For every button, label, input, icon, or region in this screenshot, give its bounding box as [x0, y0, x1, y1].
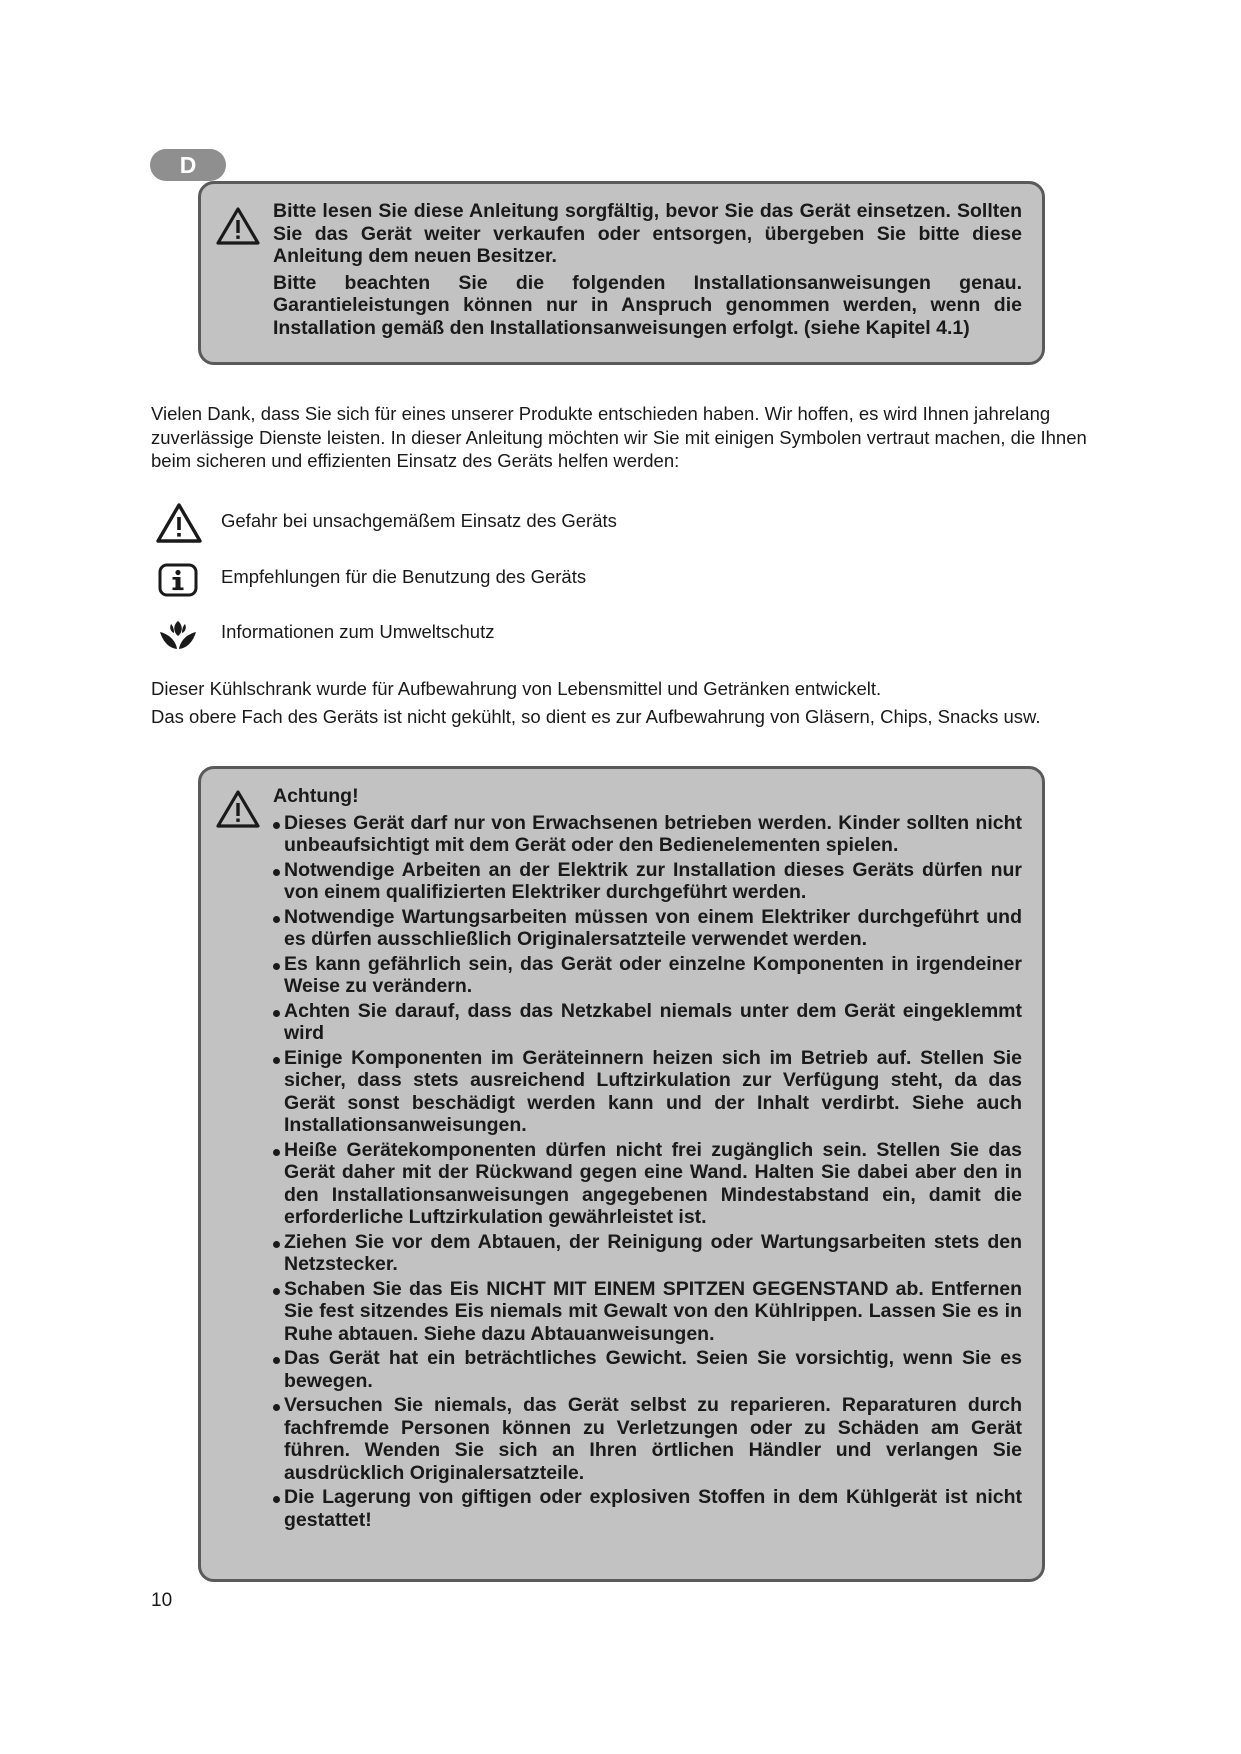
warning-item: Schaben Sie das Eis NICHT MIT EINEM SPITZEN GEGENSTAND ab. Entfernen Sie fest sitzendes Eis niemals mit Gewalt von den Kühlrippen. Lassen Sie es in Ruhe abtauen. Siehe dazu Abtauanweisungen. — [273, 1278, 1022, 1346]
warning-triangle-icon — [215, 789, 261, 829]
page-number: 10 — [151, 1590, 173, 1611]
intro-text: Vielen Dank, dass Sie sich für eines unserer Produkte entschieden haben. Wir hoffen, es wird Ihnen jahrelang zuverlässige Dienste leisten. In dieser Anleitung möchten wir Sie mit einigen Symbolen vertraut machen, die Ihnen beim sicheren und effizienten Einsatz des Geräts helfen werden: — [151, 403, 1087, 471]
warning-list — [273, 812, 1022, 1532]
warning-item: Einige Komponenten im Geräteinnern heizen sich im Betrieb auf. Stellen Sie sicher, dass stets ausreichend Luftzirkulation zur Verfügung steht, da das Gerät sonst beschädigt werden kann und der Inhalt verdirbt. Siehe auch Installationsanweisungen. — [273, 1047, 1022, 1137]
warning-item: Ziehen Sie vor dem Abtauen, der Reinigung oder Wartungsarbeiten stets den Netzstecker. — [273, 1231, 1022, 1276]
warning-item: Es kann gefährlich sein, das Gerät oder einzelne Komponenten in irgendeiner Weise zu verändern. — [273, 953, 1022, 998]
warning-item: Notwendige Wartungsarbeiten müssen von einem Elektriker durchgeführt und es dürfen ausschließlich Originalersatzteile verwendet werden. — [273, 906, 1022, 951]
warning-triangle-icon — [155, 501, 203, 545]
legend-item-environment — [151, 612, 851, 656]
description-line-2: Das obere Fach des Geräts ist nicht gekühlt, so dient es zur Aufbewahrung von Gläsern, Chips, Snacks usw. — [151, 706, 1041, 727]
warning-item: Heiße Gerätekomponenten dürfen nicht frei zugänglich sein. Stellen Sie das Gerät daher mit der Rückwand gegen eine Wand. Halten Sie dabei aber den in den Installationsanweisungen angegebenen Mindestabstand ein, damit die erforderliche Luftzirkulation gewährleistet ist. — [273, 1139, 1022, 1229]
warning-item: Die Lagerung von giftigen oder explosiven Stoffen in dem Kühlgerät ist nicht gestattet! — [273, 1486, 1022, 1531]
warning-item: Versuchen Sie niemals, das Gerät selbst zu reparieren. Reparaturen durch fachfremde Personen können zu Verletzungen oder zu Schäden am Gerät führen. Wenden Sie sich an Ihren örtlichen Händler und verlangen Sie ausdrücklich Originalersatzteile. — [273, 1394, 1022, 1484]
notice-paragraph-2: Bitte beachten Sie die folgenden Installationsanweisungen genau. Garantieleistungen können nur in Anspruch genommen werden, wenn die Installation gemäß den Installationsanweisungen erfolgt. (siehe Kapitel 4.1) — [273, 271, 1022, 339]
info-icon — [155, 557, 203, 601]
safety-warning-box — [198, 766, 1045, 1582]
legend-label-info: Empfehlungen für die Benutzung des Geräts — [221, 566, 587, 587]
installation-notice-box — [198, 181, 1045, 365]
warning-title: Achtung! — [273, 785, 359, 807]
warning-item: Dieses Gerät darf nur von Erwachsenen betrieben werden. Kinder sollten nicht unbeaufsichtigt mit dem Gerät oder den Bedienelementen spielen. — [273, 812, 1022, 857]
warning-item: Notwendige Arbeiten an der Elektrik zur Installation dieses Geräts dürfen nur von einem qualifizierten Elektriker durchgeführt werden. — [273, 859, 1022, 904]
warning-triangle-icon — [215, 206, 261, 246]
warning-item: Achten Sie darauf, dass das Netzkabel niemals unter dem Gerät eingeklemmt wird — [273, 1000, 1022, 1045]
notice-paragraph-1: Bitte lesen Sie diese Anleitung sorgfältig, bevor Sie das Gerät einsetzen. Sollten Sie das Gerät weiter verkaufen oder entsorgen, übergeben Sie bitte diese Anleitung dem neuen Besitzer. — [273, 200, 1022, 267]
legend-label-danger: Gefahr bei unsachgemäßem Einsatz des Geräts — [221, 510, 617, 531]
legend-item-info — [151, 557, 851, 601]
legend-item-danger — [151, 501, 851, 545]
warning-item: Das Gerät hat ein beträchtliches Gewicht. Seien Sie vorsichtig, wenn Sie es bewegen. — [273, 1347, 1022, 1392]
environment-flower-icon — [155, 612, 203, 656]
language-tab: D — [150, 149, 226, 181]
legend-label-environment: Informationen zum Umweltschutz — [221, 621, 495, 642]
description-line-1: Dieser Kühlschrank wurde für Aufbewahrung von Lebensmittel und Getränken entwickelt. — [151, 678, 882, 699]
